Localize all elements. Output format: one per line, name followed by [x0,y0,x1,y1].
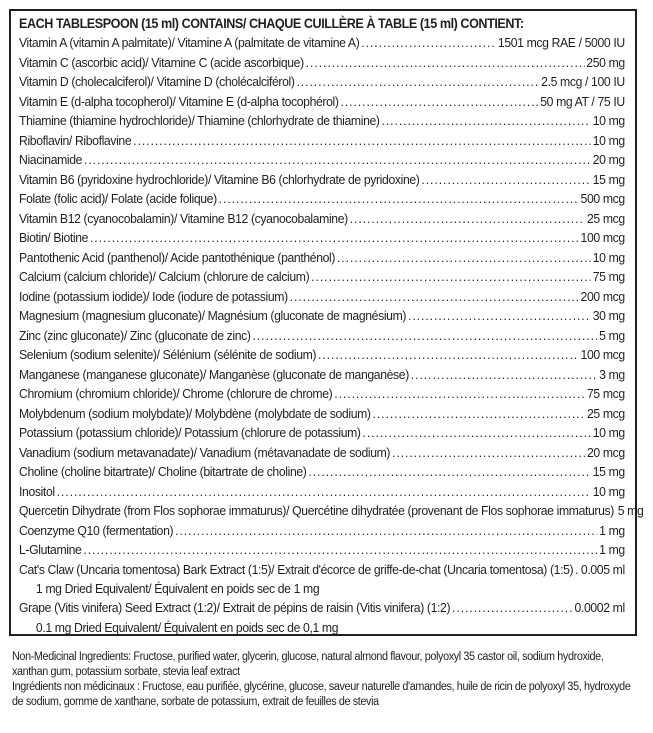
ingredient-amount: 10 mg [592,113,625,128]
ingredient-row [19,326,625,346]
ingredient-list [19,33,644,637]
ingredient-amount: 100 mcg [580,230,625,245]
dot-leader [452,598,573,618]
dot-leader [175,521,597,541]
dot-leader [340,92,538,112]
ingredient-amount: 10 mg [592,132,625,148]
ingredient-name: Thiamine (thiamine hydrochloride)/ Thiamine (chlorhydrate de thiamine) [19,113,380,128]
ingredient-amount: 0.005 ml [580,561,625,577]
ingredient-name: Folate (folic acid)/ Folate (acide folique) [19,191,217,206]
ingredient-row [19,423,625,443]
dot-leader [84,150,591,170]
dot-leader [57,482,591,502]
ingredient-row [19,404,625,424]
ingredient-amount: 1 mg [599,542,625,557]
dot-leader [381,111,590,131]
ingredient-name: Vanadium (sodium metavanadate)/ Vanadium (métavanadate de sodium) [19,444,391,460]
dot-leader [411,365,597,385]
ingredient-row [19,92,625,112]
ingredient-name: Selenium (sodium selenite)/ Sélénium (sélénite de sodium) [19,347,317,362]
ingredient-row [19,228,625,248]
ingredient-amount: 15 mg [592,464,625,479]
ingredient-row [19,33,625,53]
ingredient-amount: 20 mg [592,152,625,167]
ingredient-row [19,345,625,365]
ingredient-amount: 1501 mcg RAE / 5000 IU [497,35,625,50]
ingredient-amount: 100 mcg [580,347,625,362]
ingredient-row [19,365,625,385]
ingredient-amount: 10 mg [592,483,625,499]
ingredient-amount: 1 mg [599,522,625,538]
panel-heading: EACH TABLESPOON (15 ml) CONTAINS/ CHAQUE CUILLÈRE À TABLE (15 ml) CONTIENT: [19,15,524,31]
ingredient-name: Niacinamide [19,152,83,167]
ingredient-row [19,540,625,560]
dot-leader [133,131,591,151]
ingredient-row [19,443,625,463]
ingredient-name: Coenzyme Q10 (fermentation) [19,522,174,538]
dot-leader [408,306,591,326]
ingredient-amount: 75 mg [592,269,625,284]
ingredient-row [19,111,625,131]
ingredient-row [19,267,625,287]
ingredient-name: Magnesium (magnesium gluconate)/ Magnésium (gluconate de magnésium) [19,308,407,323]
ingredient-name: Calcium (calcium chloride)/ Calcium (chlorure de calcium) [19,269,310,284]
ingredient-name: Pantothenic Acid (panthenol)/ Acide pantothénique (panthénol) [19,249,336,265]
non-medicinal-french: Ingrédients non médicinaux : Fructose, eau purifiée, glycérine, glucose, saveur naturelle d'amandes, huile de ricin de polyoxyl 35, hydroxyde de sodium, gomme de xanthane, sorbate de potassium, extrait de feuilles de stevia [12,681,631,708]
ingredient-name: Manganese (manganese gluconate)/ Manganèse (gluconate de manganèse) [19,366,409,382]
ingredient-amount: 10 mg [592,249,625,265]
dot-leader [308,462,590,482]
dot-leader [363,423,591,443]
ingredient-row [19,170,625,190]
ingredient-amount: 30 mg [592,308,625,323]
non-medicinal-english: Non-Medicinal Ingredients: Fructose, purified water, glycerin, glucose, natural almond flavour, polyoxyl 35 castor oil, sodium hydroxide, xanthan gum, potassium sorbate, stevia leaf extract [12,651,604,678]
dot-leader [575,560,579,580]
ingredient-name: Zinc (zinc gluconate)/ Zinc (gluconate de zinc) [19,327,251,343]
ingredient-row [19,306,625,326]
ingredient-name: Vitamin A (vitamin A palmitate)/ Vitamine A (palmitate de vitamine A) [19,35,360,50]
ingredient-name: Iodine (potassium iodide)/ Iode (iodure de potassium) [19,288,288,304]
ingredient-amount: 500 mcg [580,191,625,206]
ingredient-amount: 50 mg AT / 75 IU [540,93,625,109]
dot-leader [296,72,539,92]
ingredient-amount: 0.0002 ml [574,600,625,615]
ingredient-name: Chromium (chromium chloride)/ Chrome (chlorure de chrome) [19,386,333,401]
ingredient-amount: 25 mcg [586,210,625,226]
ingredient-amount: 20 mcg [586,444,625,460]
ingredient-name: Vitamin C (ascorbic acid)/ Vitamine C (acide ascorbique) [19,54,304,70]
ingredient-name: L-Glutamine [19,542,82,557]
ingredient-amount: 15 mg [592,171,625,187]
ingredient-name: Riboflavin/ Riboflavine [19,132,132,148]
ingredient-row [19,53,625,73]
ingredient-amount: 200 mcg [580,288,625,304]
ingredient-amount: 10 mg [592,425,625,440]
dot-leader [90,228,579,248]
dot-leader [311,267,591,287]
ingredient-row [19,150,625,170]
dried-equivalent: 0.1 mg Dried Equivalent/ Équivalent en poids sec de 0,1 mg [35,619,339,635]
ingredient-row [19,384,625,404]
dot-leader [421,170,590,190]
ingredient-row [19,287,625,307]
dried-equivalent: 1 mg Dried Equivalent/ Équivalent en poids sec de 1 mg [35,581,320,596]
ingredient-row [19,209,625,229]
ingredient-name: Biotin/ Biotine [19,230,89,245]
dot-leader [372,404,585,424]
ingredient-name: Quercetin Dihydrate (from Flos sophorae immaturus)/ Quercétine dihydratée (provenant de Flos sophorae immaturus) [19,503,614,518]
dot-leader [334,384,585,404]
dot-leader [219,189,579,209]
ingredient-name: Cat's Claw (Uncaria tomentosa) Bark Extract (1:5)/ Extrait d'écorce de griffe-de-chat (Uncaria tomentosa) (1:5) [19,561,574,577]
dot-leader [392,443,585,463]
dot-leader [361,33,496,53]
ingredient-name: Vitamin B6 (pyridoxine hydrochloride)/ Vitamine B6 (chlorhydrate de pyridoxine) [19,171,420,187]
ingredient-name: Inositol [19,483,55,499]
dot-leader [337,248,591,268]
ingredient-row [19,482,625,502]
ingredient-amount: 25 mcg [586,405,625,421]
ingredient-row [19,131,625,151]
dot-leader [83,540,597,560]
dot-leader [290,287,579,307]
ingredient-name: Molybdenum (sodium molybdate)/ Molybdène (molybdate de sodium) [19,405,371,421]
non-medicinal-ingredients [12,650,640,710]
ingredient-row [19,560,625,580]
ingredient-amount: 3 mg [599,366,625,382]
ingredients-panel [9,9,644,636]
ingredient-name: Grape (Vitis vinifera) Seed Extract (1:2)/ Extrait de pépins de raisin (Vitis vinifera) (1:2) [19,600,451,615]
ingredient-name: Vitamin E (d-alpha tocopherol)/ Vitamine E (d-alpha tocophérol) [19,93,339,109]
ingredient-amount: 5 mg [617,503,644,518]
ingredient-row [19,189,625,209]
ingredient-row [19,248,625,268]
ingredient-row [19,462,625,482]
ingredient-amount: 75 mcg [586,386,625,401]
ingredient-name: Potassium (potassium chloride)/ Potassium (chlorure de potassium) [19,425,361,440]
ingredient-name: Vitamin B12 (cyanocobalamin)/ Vitamine B12 (cyanocobalamine) [19,210,348,226]
dot-leader [350,209,585,229]
ingredient-name: Choline (choline bitartrate)/ Choline (bitartrate de choline) [19,464,307,479]
ingredient-row [19,598,625,618]
ingredient-amount: 2.5 mcg / 100 IU [541,74,625,89]
ingredient-row [19,521,625,541]
dot-leader [252,326,597,346]
ingredient-amount: 250 mg [586,54,625,70]
ingredient-row [19,72,625,92]
ingredient-amount: 5 mg [599,327,625,343]
dot-leader [306,53,585,73]
dot-leader [318,345,579,365]
ingredient-row [19,501,644,521]
ingredient-name: Vitamin D (cholecalciferol)/ Vitamine D (cholécalciférol) [19,74,295,89]
